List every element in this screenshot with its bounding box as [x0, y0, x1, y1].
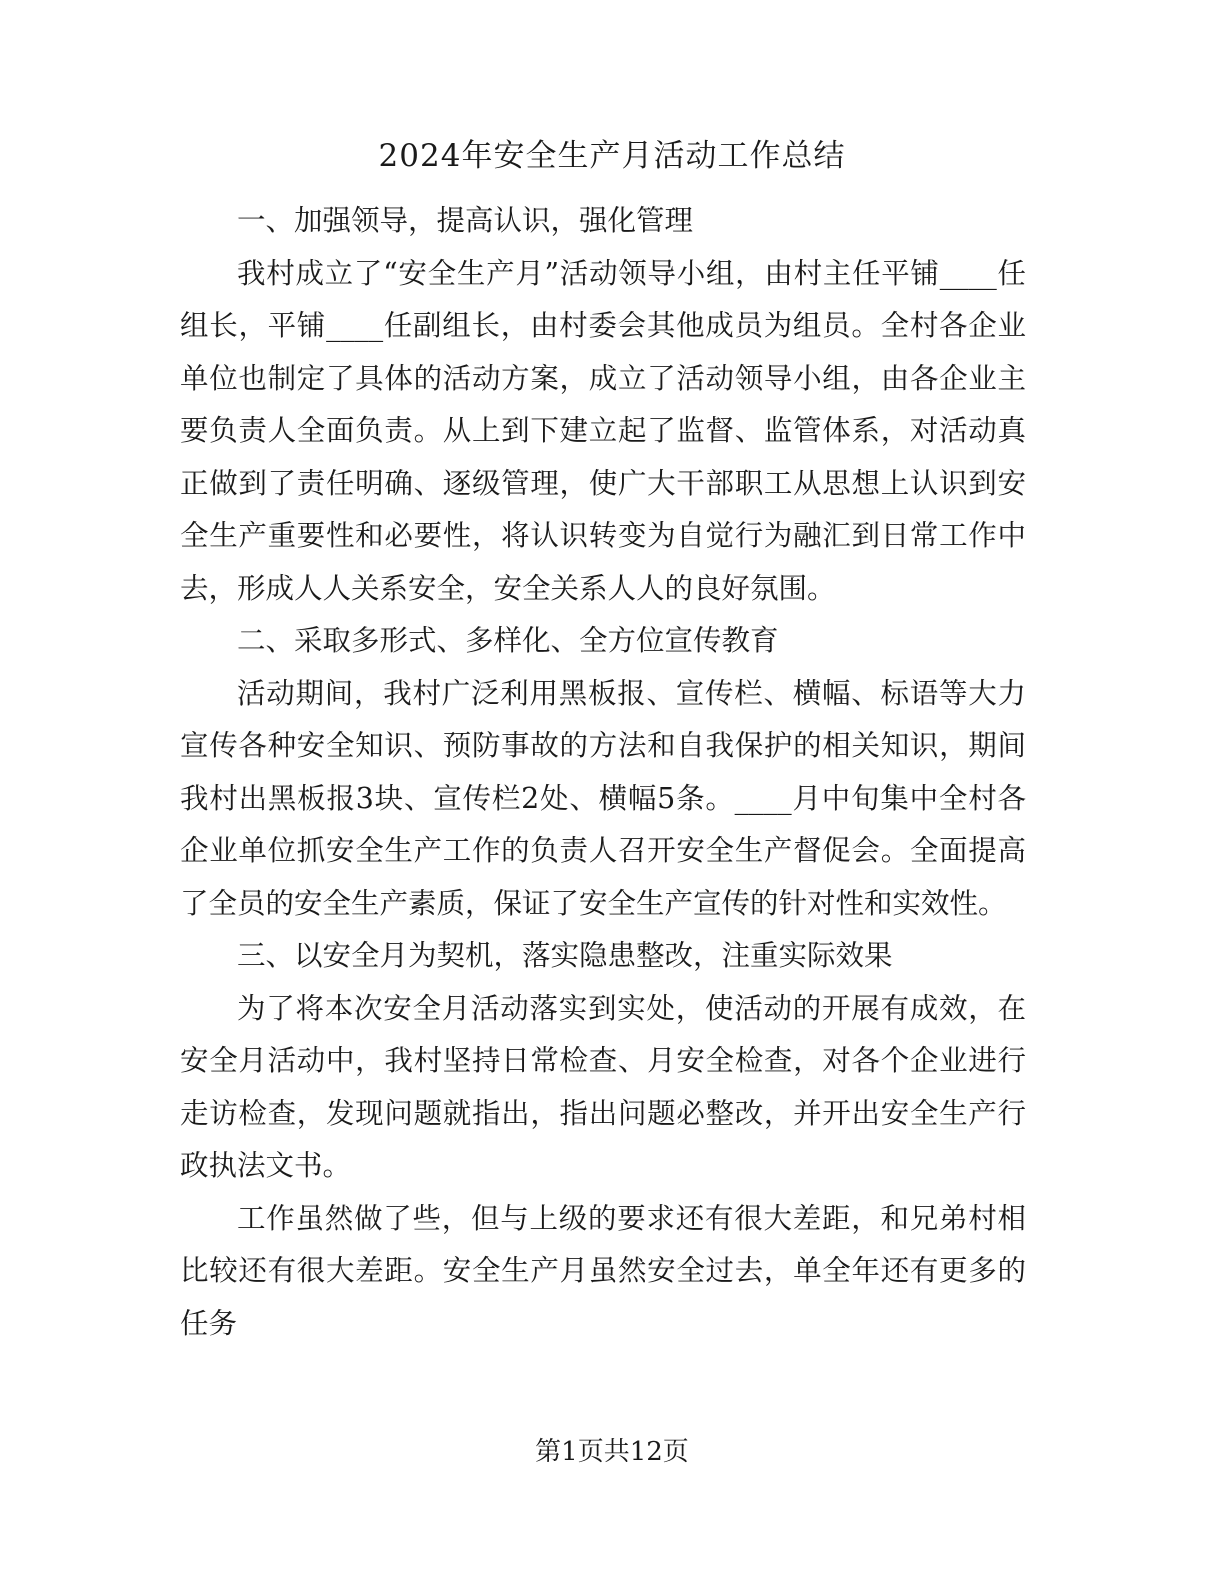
section-heading-1: 一、加强领导，提高认识，强化管理: [237, 204, 694, 237]
document-body: [180, 195, 1026, 1350]
page-title: 2024年安全生产月活动工作总结: [378, 138, 846, 174]
paragraph-3: 为了将本次安全月活动落实到实处，使活动的开展有成效，在安全月活动中，我村坚持日常检查、月安全检查，对各个企业进行走访检查，发现问题就指出，指出问题必整改，并开出安全生产行政执法文书。: [180, 991, 1026, 1182]
paragraph-1: 我村成立了“安全生产月”活动领导小组，由村主任平铺____任组长，平铺____任副组长，由村委会其他成员为组员。全村各企业单位也制定了具体的活动方案，成立了活动领导小组，由各企业主要负责人全面负责。从上到下建立起了监督、监管体系，对活动真正做到了责任明确、逐级管理，使广大干部职工从思想上认识到安全生产重要性和必要性，将认识转变为自觉行为融汇到日常工作中去，形成人人关系安全，安全关系人人的良好氛围。: [180, 256, 1026, 605]
paragraph-4: 工作虽然做了些，但与上级的要求还有很大差距，和兄弟村相比较还有很大差距。安全生产月虽然安全过去，单全年还有更多的任务: [180, 1201, 1026, 1340]
page-number-footer: 第1页共12页: [535, 1437, 689, 1467]
section-heading-2: 二、采取多形式、多样化、全方位宣传教育: [237, 624, 779, 657]
paragraph-2: 活动期间，我村广泛利用黑板报、宣传栏、横幅、标语等大力宣传各种安全知识、预防事故的方法和自我保护的相关知识，期间我村出黑板报3块、宣传栏2处、横幅5条。____月中旬集中全村各企业单位抓安全生产工作的负责人召开安全生产督促会。全面提高了全员的安全生产素质，保证了安全生产宣传的针对性和实效性。: [180, 676, 1026, 920]
section-heading-3: 三、以安全月为契机，落实隐患整改，注重实际效果: [237, 939, 893, 972]
